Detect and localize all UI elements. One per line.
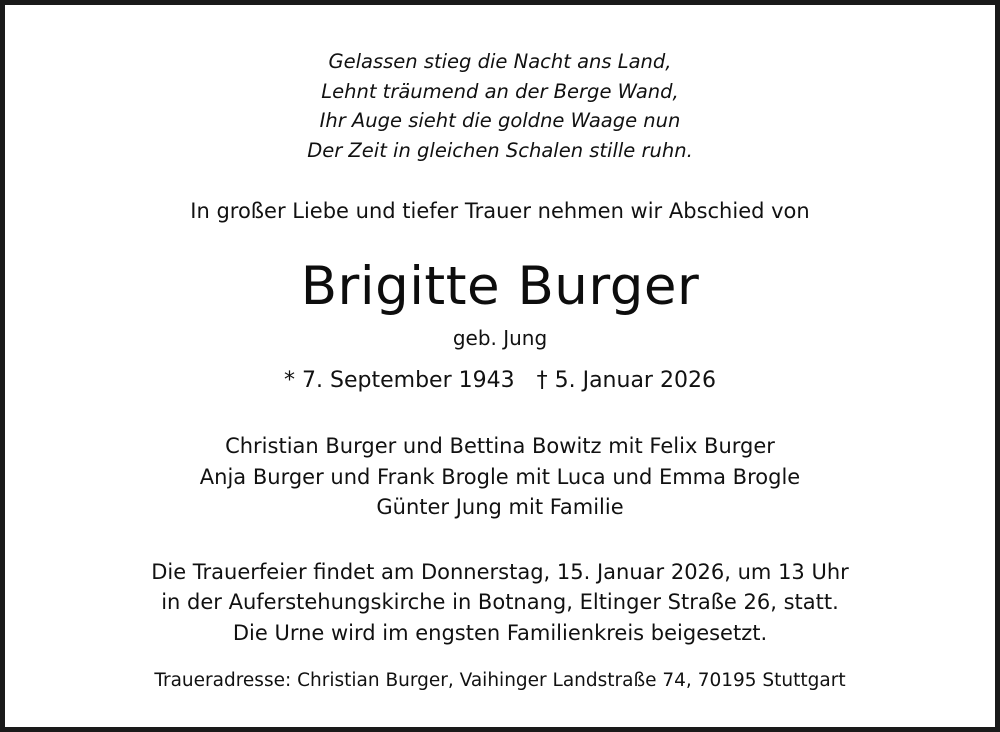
poem-line-4: Der Zeit in gleichen Schalen stille ruhn. [307, 138, 693, 162]
intro-text: In großer Liebe und tiefer Trauer nehmen wir Abschied von [190, 198, 810, 223]
ceremony-block [65, 557, 935, 648]
birth-date: * 7. September 1943 [284, 368, 515, 394]
death-date: † 5. Januar 2026 [536, 368, 716, 394]
deceased-name: Brigitte Burger [300, 255, 700, 317]
poem-line-1: Gelassen stieg die Nacht ans Land, [328, 50, 672, 73]
poem-line-3: Ihr Auge sieht die goldne Waage nun [319, 109, 681, 133]
ceremony-line-1: Die Trauerfeier findet am Donnerstag, 15. Januar 2026, um 13 Uhr [151, 559, 849, 584]
life-dates [65, 368, 935, 393]
family-line-1: Christian Burger und Bettina Bowitz mit Felix Burger [225, 434, 775, 459]
ceremony-line-2: in der Auferstehungskirche in Botnang, Eltinger Straße 26, statt. [161, 590, 839, 615]
family-line-3: Günter Jung mit Familie [376, 495, 624, 520]
maiden-name: geb. Jung [452, 326, 548, 351]
ceremony-line-3: Die Urne wird im engsten Familienkreis beigesetzt. [232, 620, 768, 645]
poem-line-2: Lehnt träumend an der Berge Wand, [321, 79, 679, 103]
mourning-address: Traueradresse: Christian Burger, Vaihinger Landstraße 74, 70195 Stuttgart [154, 670, 846, 692]
family-line-2: Anja Burger und Frank Brogle mit Luca und Emma Brogle [199, 464, 801, 489]
poem-block [65, 47, 935, 166]
family-block [65, 431, 935, 522]
